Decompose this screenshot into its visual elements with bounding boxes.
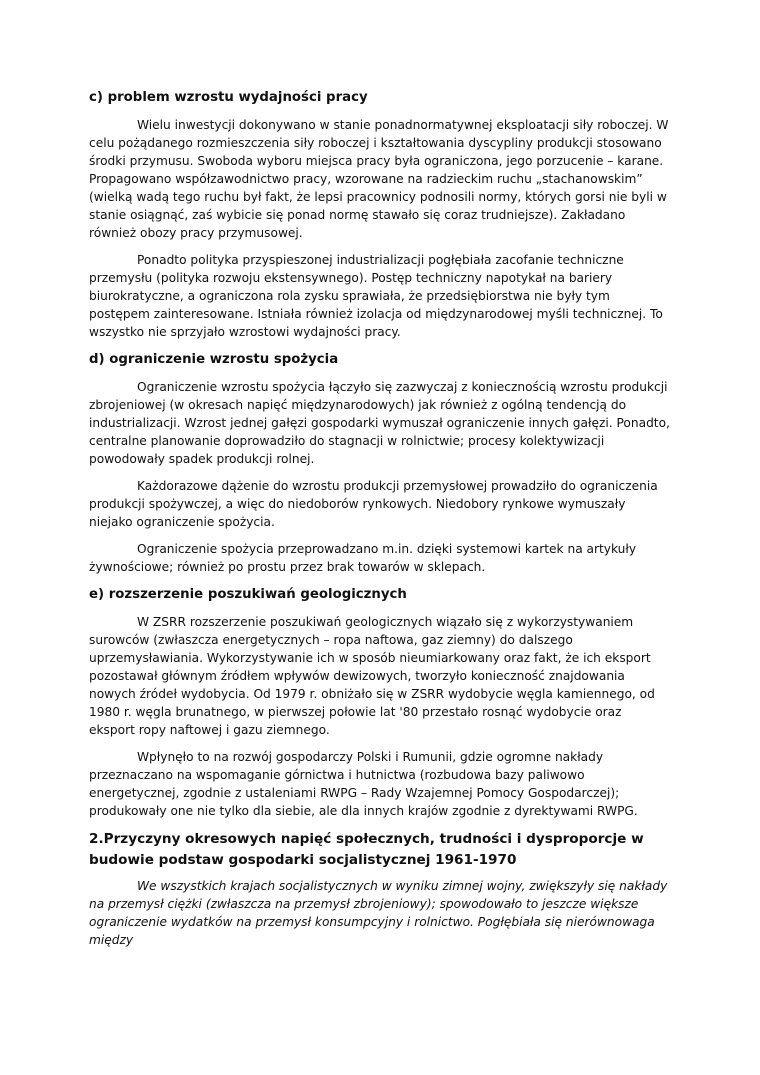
paragraph: Ograniczenie wzrostu spożycia łączyło się zazwyczaj z koniecznością wzrostu produkcji zbrojeniowej (w okresach napięć międzynarodowych) jak również z ogólną tendencją do industrializacji. Wzrost jednej gałęzi gospodarki wymuszał ograniczenie innych gałęzi. Ponadto, centralne planowanie doprowadziło do stagnacji w rolnictwie; procesy kolektywizacji powodowały spadek produkcji rolnej. xyxy=(89,380,670,466)
paragraph: W ZSRR rozszerzenie poszukiwań geologicznych wiązało się z wykorzystywaniem surowców (zwłaszcza energetycznych – ropa naftowa, gaz ziemny) do dalszego uprzemysławiania. Wykorzystywanie ich w sposób nieumiarkowany oraz fakt, że ich eksport pozostawał głównym źródłem wpływów dewizowych, tworzyło konieczność znajdowania nowych źródeł wydobycia. Od 1979 r. obniżało się w ZSRR wydobycie węgla kamiennego, od 1980 r. węgla brunatnego, w pierwszej połowie lat '80 przestało rosnąć wydobycie oraz eksport ropy naftowej i gazu ziemnego. xyxy=(89,615,655,737)
paragraph: Ponadto polityka przyspieszonej industrializacji pogłębiała zacofanie techniczne przemysłu (polityka rozwoju ekstensywnego). Postęp techniczny napotykał na bariery biurokratyczne, a ograniczona rola zysku sprawiała, że przedsiębiorstwa nie były tym postępem zainteresowane. Istniała również izolacja od międzynarodowej myśli technicznej. To wszystko nie sprzyjało wzrostowi wydajności pracy. xyxy=(89,253,663,339)
paragraph: Wpłynęło to na rozwój gospodarczy Polski i Rumunii, gdzie ogromne nakłady przeznaczano na wspomaganie górnictwa i hutnictwa (rozbudowa bazy paliwowo energetycznej, zgodnie z ustaleniami RWPG – Rady Wzajemnej Pomocy Gospodarczej); produkowały one nie tylko dla siebie, ale dla innych krajów zgodnie z dyrektywami RWPG. xyxy=(89,750,638,818)
section-heading-c: c) problem wzrostu wydajności pracy xyxy=(89,90,368,105)
section-heading-e: e) rozszerzenie poszukiwań geologicznych xyxy=(89,587,407,602)
paragraph: Ograniczenie spożycia przeprowadzano m.in. dzięki systemowi kartek na artykuły żywnościowe; również po prostu przez brak towarów w sklepach. xyxy=(89,542,637,574)
document-page xyxy=(89,88,671,958)
paragraph-italic: We wszystkich krajach socjalistycznych w wyniku zimnej wojny, zwiększyły się nakłady na przemysł ciężki (zwłaszcza na przemysł zbrojeniowy); spowodowało to jeszcze większe ograniczenie wydatków na przemysł konsumpcyjny i rolnictwo. Pogłębiała się nierównowaga między xyxy=(89,879,668,947)
section-heading-d: d) ograniczenie wzrostu spożycia xyxy=(89,352,339,367)
paragraph: Wielu inwestycji dokonywano w stanie ponadnormatywnej eksploatacji siły roboczej. W celu pożądanego rozmieszczenia siły roboczej i kształtowania dyscypliny produkcji stosowano środki przymusu. Swoboda wyboru miejsca pracy była ograniczona, jego porzucenie – karane. Propagowano współzawodnictwo pracy, wzorowane na radzieckim ruchu „stachanowskim” (wielką wadą tego ruchu był fakt, że lepsi pracownicy podnosili normy, których gorsi nie byli w stanie osiągnąć, zaś wybicie się ponad normę stawało się coraz trudniejsze). Zakładano również obozy pracy przymusowej. xyxy=(89,118,669,240)
chapter-heading-2: 2.Przyczyny okresowych napięć społecznych, trudności i dysproporcje w budowie podstaw gospodarki socjalistycznej 1961-1970 xyxy=(89,831,644,868)
paragraph: Każdorazowe dążenie do wzrostu produkcji przemysłowej prowadziło do ograniczenia produkcji spożywczej, a więc do niedoborów rynkowych. Niedobory rynkowe wymuszały niejako ograniczenie spożycia. xyxy=(89,479,658,529)
